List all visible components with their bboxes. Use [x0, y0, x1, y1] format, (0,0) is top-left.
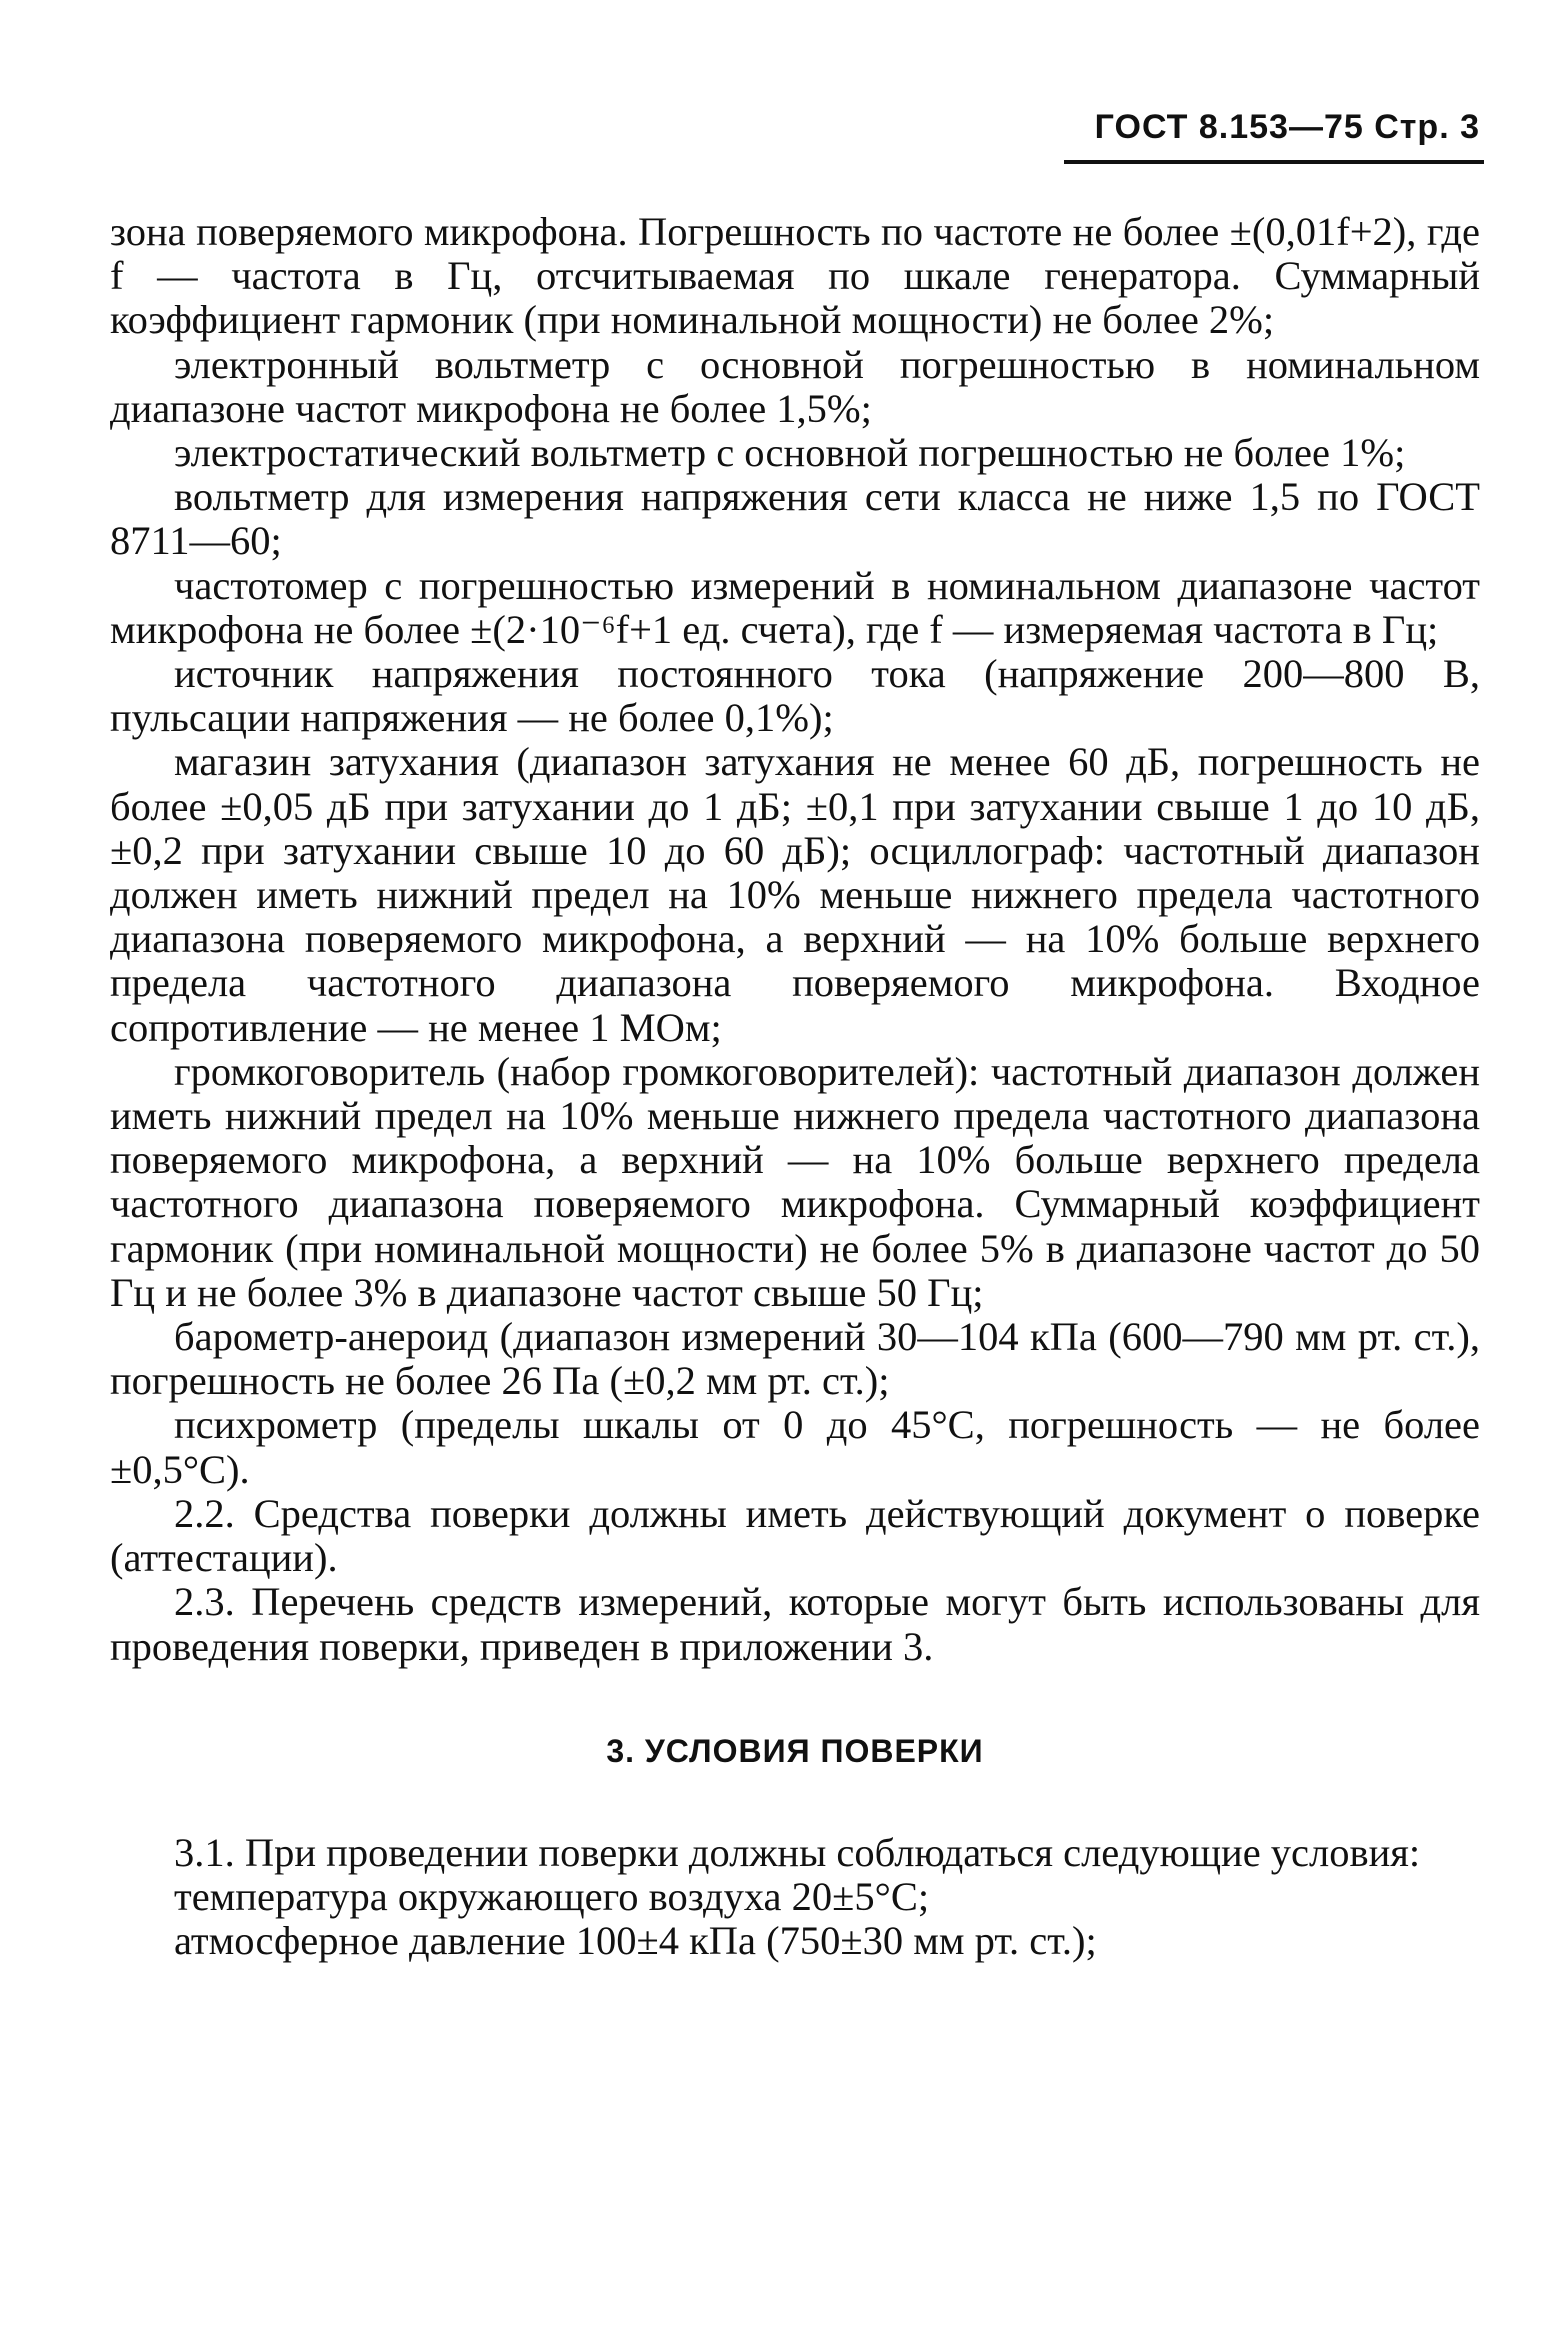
paragraph-continuation: зона поверяемого микрофона. Погрешность по частоте не более ±(0,01f+2), где f — частота в Гц, отсчитываемая по шкале генератора. Суммарный коэффициент гармоник (при номинальной мощности) не более 2%;: [110, 209, 1480, 343]
running-head: ГОСТ 8.153—75 Стр. 3: [1094, 108, 1480, 146]
paragraph-temperature: температура окружающего воздуха 20±5°С;: [174, 1873, 930, 1919]
paragraph-2-3: 2.3. Перечень средств измерений, которые могут быть использованы для проведения поверки, приведен в приложении 3.: [110, 1579, 1480, 1669]
paragraph-psychrometer: психрометр (пределы шкалы от 0 до 45°С, погрешность — не более ±0,5°С).: [110, 1402, 1480, 1492]
paragraph-pressure: атмосферное давление 100±4 кПа (750±30 мм рт. ст.);: [174, 1918, 1097, 1964]
section-title: 3. УСЛОВИЯ ПОВЕРКИ: [606, 1732, 984, 1769]
paragraph-barometer: барометр-анероид (диапазон измерений 30—104 кПа (600—790 мм рт. ст.), погрешность не более 26 Па (±0,2 мм рт. ст.);: [110, 1314, 1480, 1404]
header-rule: [1064, 160, 1484, 164]
paragraph-attenuator-oscillograph: магазин затухания (диапазон затухания не менее 60 дБ, погрешность не более ±0,05 дБ при затухании до 1 дБ; ±0,1 при затухании свыше 1 до 10 дБ, ±0,2 при затухании свыше 10 до 60 дБ); осциллограф: частотный диапазон должен иметь нижний предел на 10% меньше нижнего предела частотного диапазона поверяемого микрофона, а верхний — на 10% больше верхнего предела частотного диапазона поверяемого микрофона. Входное сопротивление — не менее 1 МОм;: [110, 739, 1480, 1050]
paragraph-2-2: 2.2. Средства поверки должны иметь действующий документ о поверке (аттестации).: [110, 1490, 1480, 1581]
paragraph-voltmeter-electrostatic: электростатический вольтметр с основной погрешностью не более 1%;: [174, 430, 1406, 476]
paragraph-dc-source: источник напряжения постоянного тока (напряжение 200—800 В, пульсации напряжения — не более 0,1%);: [110, 651, 1480, 741]
paragraph-loudspeaker: громкоговоритель (набор громкоговорителей): частотный диапазон должен иметь нижний предел на 10% меньше нижнего предела частотного диапазона поверяемого микрофона, а верхний — на 10% больше верхнего предела частотного диапазона поверяемого микрофона. Суммарный коэффициент гармоник (при номинальной мощности) не более 5% в диапазоне частот до 50 Гц и не более 3% в диапазоне частот свыше 50 Гц;: [110, 1048, 1480, 1315]
paragraph-3-1: 3.1. При проведении поверки должны соблюдаться следующие условия:: [174, 1829, 1421, 1875]
paragraph-voltmeter-electronic: электронный вольтметр с основной погрешностью в номинальном диапазоне частот микрофона не более 1,5%;: [110, 341, 1480, 431]
paragraph-voltmeter-network: вольтметр для измерения напряжения сети класса не ниже 1,5 по ГОСТ 8711—60;: [110, 474, 1480, 564]
body-text: [110, 210, 1480, 1963]
paragraph-frequency-meter: частотомер с погрешностью измерений в номинальном диапазоне частот микрофона не более ±(2·10⁻⁶f+1 ед. счета), где f — измеряемая частота в Гц;: [110, 562, 1480, 652]
